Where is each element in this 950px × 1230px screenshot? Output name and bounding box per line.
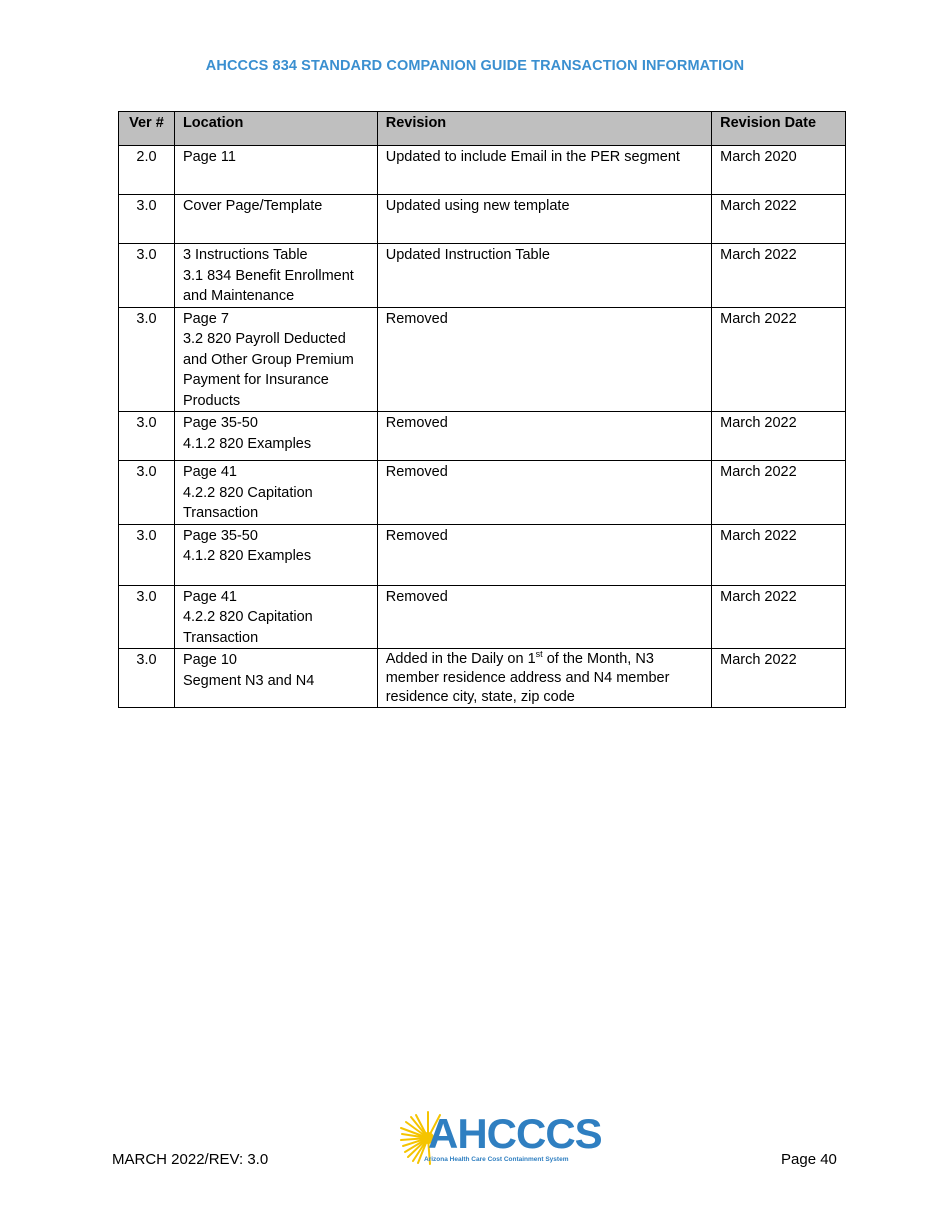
revision-text: Updated to include Email in the PER segment	[385, 149, 680, 165]
cell-ver: 3.0	[119, 524, 175, 585]
cell-location	[174, 146, 377, 195]
location-line: 4.1.2 820 Examples	[182, 548, 312, 564]
cell-revision	[377, 412, 711, 461]
cell-ver: 3.0	[119, 244, 175, 308]
location-line: 4.2.2 820 Capitation Transaction	[182, 484, 313, 521]
cell-revision-date: March 2022	[712, 585, 846, 649]
revision-text: Updated Instruction Table	[385, 247, 550, 263]
revision-text: Removed	[385, 527, 448, 544]
column-header-location: Location	[174, 112, 377, 146]
table-row	[119, 585, 846, 649]
column-header-ver: Ver #	[119, 112, 175, 146]
ordinal-superscript: st	[535, 649, 543, 660]
location-line: Page 10	[182, 652, 237, 668]
location-line: Page 35-50	[182, 415, 258, 431]
table-row	[119, 307, 846, 412]
cell-revision	[377, 244, 711, 308]
cell-revision-date: March 2022	[712, 461, 846, 525]
logo-subtitle: Arizona Health Care Cost Containment System	[424, 1156, 569, 1163]
revision-text	[386, 650, 703, 707]
cell-revision-date: March 2022	[712, 524, 846, 585]
cell-location	[174, 412, 377, 461]
footer-revision-label: MARCH 2022/REV: 3.0	[112, 1151, 269, 1168]
location-line: 3.1 834 Benefit Enrollment and Maintenance	[182, 267, 354, 304]
revision-history-table	[118, 111, 846, 708]
location-line: Page 7	[182, 310, 229, 327]
cell-ver: 3.0	[119, 461, 175, 525]
cell-revision-date: March 2022	[712, 195, 846, 244]
cell-revision	[377, 649, 711, 708]
cell-revision-date: March 2022	[712, 244, 846, 308]
cell-revision	[377, 585, 711, 649]
location-line: Page 41	[182, 588, 237, 605]
revision-text: Updated using new template	[385, 198, 570, 214]
location-line: Page 41	[182, 464, 237, 480]
ahcccs-logo	[398, 1108, 602, 1168]
cell-location	[174, 307, 377, 412]
location-line: 4.2.2 820 Capitation Transaction	[182, 609, 313, 646]
cell-ver: 3.0	[119, 585, 175, 649]
location-line: 3.2 820 Payroll Deducted and Other Group Premium Payment for Insurance Products	[182, 331, 354, 409]
table-row	[119, 461, 846, 525]
column-header-revision-date: Revision Date	[712, 112, 846, 146]
cell-ver: 2.0	[119, 146, 175, 195]
table-header-row	[119, 112, 846, 146]
location-line: 4.1.2 820 Examples	[182, 435, 312, 452]
cell-ver: 3.0	[119, 195, 175, 244]
revision-text-part: of the Month, N3 member residence address and N4 member residence city, state, zip code	[385, 651, 670, 705]
cell-revision	[377, 146, 711, 195]
column-header-revision: Revision	[377, 112, 711, 146]
cell-revision-date: March 2022	[712, 307, 846, 412]
cell-ver: 3.0	[119, 307, 175, 412]
cell-revision	[377, 524, 711, 585]
revision-text: Removed	[385, 415, 448, 431]
cell-ver: 3.0	[119, 649, 175, 708]
location-line: Page 11	[182, 149, 236, 165]
cell-revision	[377, 195, 711, 244]
revision-text: Removed	[385, 588, 448, 605]
cell-revision	[377, 461, 711, 525]
table-row	[119, 412, 846, 461]
location-line: 3 Instructions Table	[182, 247, 308, 263]
page-header-title: AHCCCS 834 STANDARD COMPANION GUIDE TRANSACTION INFORMATION	[205, 58, 745, 74]
table-row	[119, 146, 846, 195]
logo-wordmark: AHCCCS	[428, 1110, 602, 1157]
cell-location	[174, 649, 377, 708]
cell-revision	[377, 307, 711, 412]
table-row	[119, 524, 846, 585]
table-row	[119, 195, 846, 244]
cell-location	[174, 524, 377, 585]
location-line: Segment N3 and N4	[182, 672, 315, 689]
cell-revision-date: March 2022	[712, 649, 846, 708]
cell-revision-date: March 2020	[712, 146, 846, 195]
page-number: Page 40	[781, 1151, 837, 1168]
cell-location	[174, 195, 377, 244]
cell-ver: 3.0	[119, 412, 175, 461]
revision-text: Removed	[385, 464, 448, 480]
revision-text-part: Added in the Daily on 1	[385, 651, 536, 667]
table-row	[119, 649, 846, 708]
cell-location	[174, 585, 377, 649]
cell-location	[174, 244, 377, 308]
table-row	[119, 244, 846, 308]
location-line: Cover Page/Template	[182, 198, 323, 214]
cell-revision-date: March 2022	[712, 412, 846, 461]
cell-location	[174, 461, 377, 525]
location-line: Page 35-50	[182, 527, 258, 544]
revision-text: Removed	[385, 310, 448, 327]
